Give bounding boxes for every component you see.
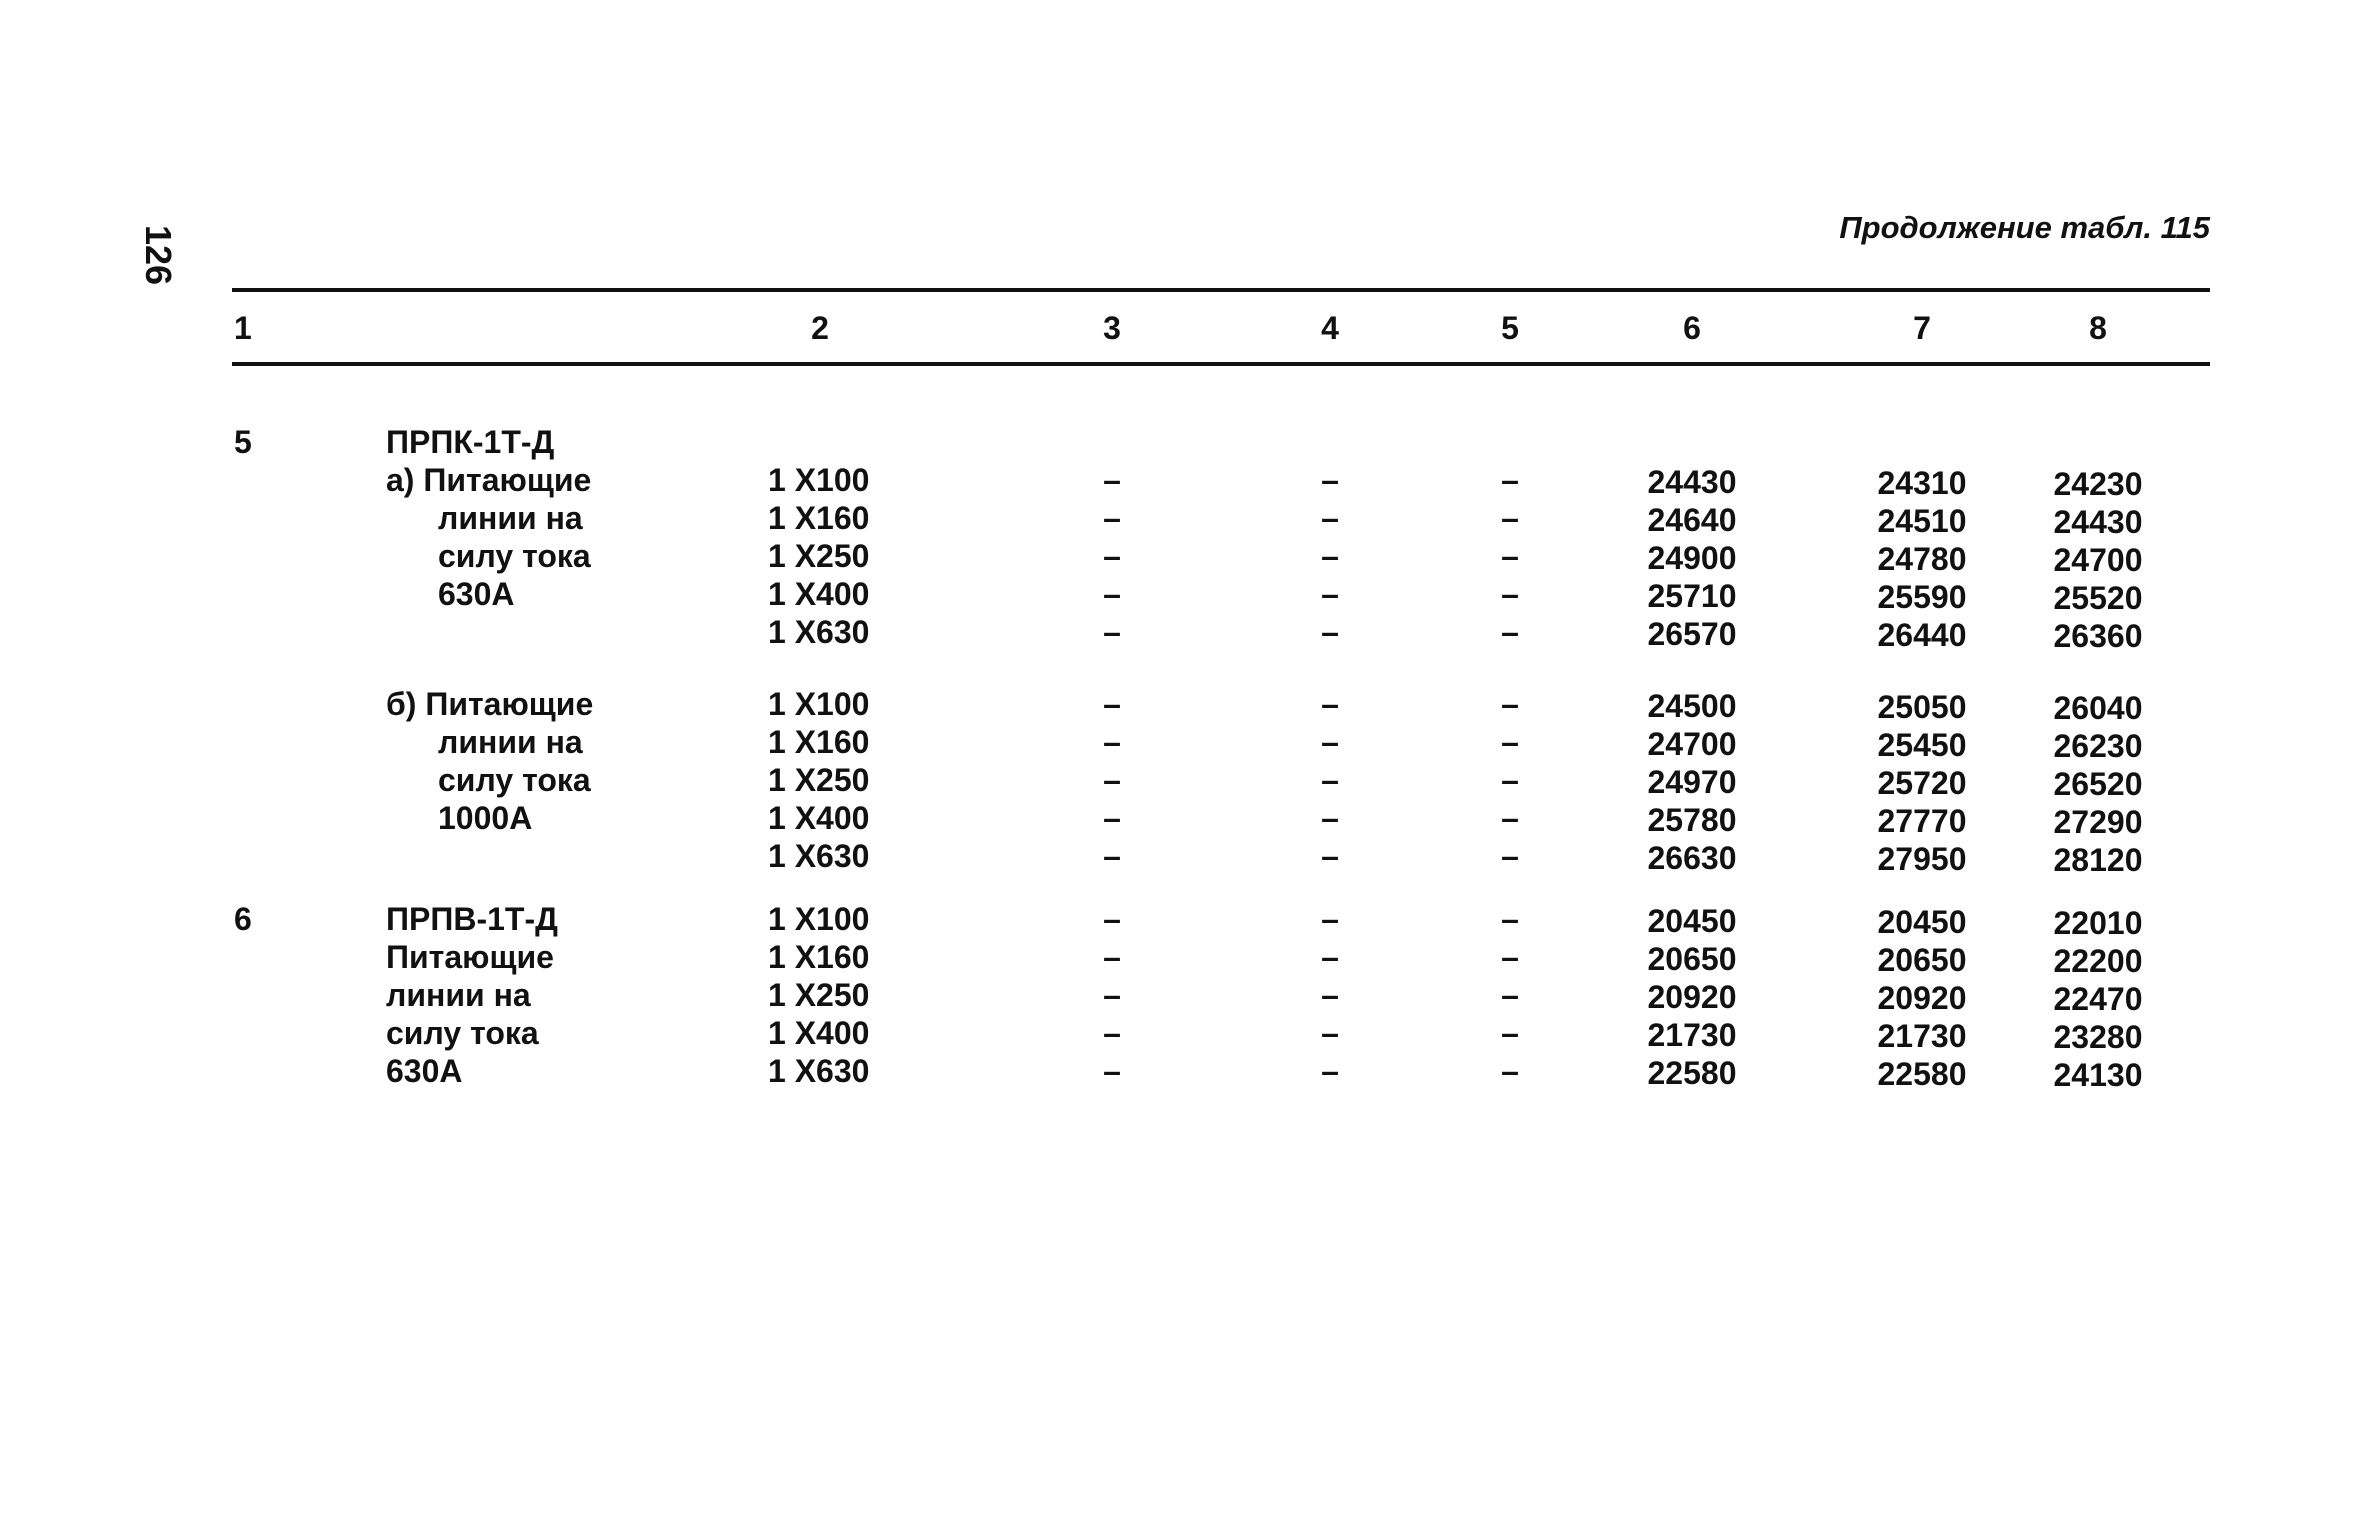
column-header-5: 5 [1501, 310, 1519, 346]
col6-value: 22580 [1647, 1055, 1737, 1091]
col3-value: – [1103, 762, 1121, 798]
column-header-6: 6 [1683, 310, 1701, 346]
col5-value: – [1501, 462, 1519, 498]
col5-value: – [1501, 686, 1519, 722]
col8-value: 22470 [2053, 981, 2143, 1017]
equipment-type: ПРПВ-1Т-Д [386, 901, 558, 937]
section-size: 1 Х400 [768, 1015, 870, 1051]
col8-value: 22010 [2053, 905, 2143, 941]
col8-value: 23280 [2053, 1019, 2143, 1055]
col7-value: 20920 [1877, 980, 1967, 1016]
col6-value: 25780 [1647, 802, 1737, 838]
col5-value: – [1501, 977, 1519, 1013]
col4-value: – [1321, 1053, 1339, 1089]
col3-value: – [1103, 724, 1121, 760]
col3-value: – [1103, 538, 1121, 574]
col6-value: 20650 [1647, 941, 1737, 977]
col3-value: – [1103, 939, 1121, 975]
col5-value: – [1501, 762, 1519, 798]
col3-value: – [1103, 686, 1121, 722]
col7-value: 27950 [1877, 841, 1967, 877]
col8-value: 27290 [2053, 804, 2143, 840]
col3-value: – [1103, 462, 1121, 498]
section-size: 1 Х100 [768, 462, 870, 498]
col8-value: 26360 [2053, 618, 2143, 654]
group-label-line: силу тока [438, 762, 591, 798]
col3-value: – [1103, 1053, 1121, 1089]
group-label-line: 630А [386, 1053, 463, 1089]
col4-value: – [1321, 724, 1339, 760]
col5-value: – [1501, 800, 1519, 836]
col4-value: – [1321, 576, 1339, 612]
col6-value: 24900 [1647, 540, 1737, 576]
col8-value: 24230 [2053, 466, 2143, 502]
section-size: 1 Х630 [768, 838, 870, 874]
col6-value: 21730 [1647, 1017, 1737, 1053]
section-size: 1 Х400 [768, 576, 870, 612]
group-label-line: 1000А [438, 800, 533, 836]
col3-value: – [1103, 977, 1121, 1013]
col8-value: 28120 [2053, 842, 2143, 878]
col4-value: – [1321, 800, 1339, 836]
group-label-line: б) Питающие [386, 686, 594, 722]
col7-value: 27770 [1877, 803, 1967, 839]
col7-value: 25720 [1877, 765, 1967, 801]
col8-value: 26230 [2053, 728, 2143, 764]
column-header-3: 3 [1103, 310, 1121, 346]
col3-value: – [1103, 800, 1121, 836]
section-size: 1 Х250 [768, 977, 870, 1013]
column-header-7: 7 [1913, 310, 1931, 346]
col5-value: – [1501, 724, 1519, 760]
col3-value: – [1103, 838, 1121, 874]
col4-value: – [1321, 538, 1339, 574]
col4-value: – [1321, 977, 1339, 1013]
col6-value: 24500 [1647, 688, 1737, 724]
col7-value: 26440 [1877, 617, 1967, 653]
col6-value: 20450 [1647, 903, 1737, 939]
col5-value: – [1501, 1015, 1519, 1051]
group-label-line: линии на [438, 500, 583, 536]
col8-value: 24700 [2053, 542, 2143, 578]
section-size: 1 Х160 [768, 724, 870, 760]
table-top-rule [232, 288, 2210, 292]
section-size: 1 Х250 [768, 538, 870, 574]
page-number: 126 [138, 224, 179, 286]
col3-value: – [1103, 576, 1121, 612]
col4-value: – [1321, 939, 1339, 975]
col8-value: 22200 [2053, 943, 2143, 979]
col7-value: 25590 [1877, 579, 1967, 615]
col8-value: 24430 [2053, 504, 2143, 540]
col5-value: – [1501, 901, 1519, 937]
section-size: 1 Х160 [768, 939, 870, 975]
section-size: 1 Х100 [768, 901, 870, 937]
group-label-line: а) Питающие [386, 462, 592, 498]
col6-value: 24640 [1647, 502, 1737, 538]
table-continuation-caption: Продолжение табл. 115 [1839, 210, 2210, 245]
col5-value: – [1501, 614, 1519, 650]
col6-value: 24430 [1647, 464, 1737, 500]
col4-value: – [1321, 686, 1339, 722]
col3-value: – [1103, 500, 1121, 536]
col8-value: 26040 [2053, 690, 2143, 726]
col4-value: – [1321, 838, 1339, 874]
col8-value: 24130 [2053, 1057, 2143, 1093]
section-size: 1 Х630 [768, 614, 870, 650]
column-header-8: 8 [2089, 310, 2107, 346]
column-header-1: 1 [234, 310, 252, 346]
col6-value: 20920 [1647, 979, 1737, 1015]
col7-value: 25050 [1877, 689, 1967, 725]
equipment-type: ПРПК-1Т-Д [386, 424, 555, 460]
group-label-line: силу тока [438, 538, 591, 574]
table-header-rule [232, 362, 2210, 366]
group-label-line: силу тока [386, 1015, 539, 1051]
group-label-line: 630А [438, 576, 515, 612]
col6-value: 26570 [1647, 616, 1737, 652]
col4-value: – [1321, 462, 1339, 498]
col7-value: 24780 [1877, 541, 1967, 577]
col7-value: 24310 [1877, 465, 1967, 501]
col7-value: 24510 [1877, 503, 1967, 539]
column-header-4: 4 [1321, 310, 1339, 346]
section-size: 1 Х250 [768, 762, 870, 798]
row-number: 6 [234, 901, 252, 937]
col8-value: 26520 [2053, 766, 2143, 802]
col7-value: 20450 [1877, 904, 1967, 940]
col6-value: 24970 [1647, 764, 1737, 800]
row-number: 5 [234, 424, 252, 460]
col5-value: – [1501, 500, 1519, 536]
col7-value: 25450 [1877, 727, 1967, 763]
col7-value: 22580 [1877, 1056, 1967, 1092]
col6-value: 24700 [1647, 726, 1737, 762]
col4-value: – [1321, 762, 1339, 798]
col3-value: – [1103, 1015, 1121, 1051]
col7-value: 20650 [1877, 942, 1967, 978]
col6-value: 25710 [1647, 578, 1737, 614]
section-size: 1 Х160 [768, 500, 870, 536]
col3-value: – [1103, 614, 1121, 650]
section-size: 1 Х400 [768, 800, 870, 836]
col4-value: – [1321, 1015, 1339, 1051]
col5-value: – [1501, 576, 1519, 612]
col8-value: 25520 [2053, 580, 2143, 616]
group-label-line: линии на [386, 977, 531, 1013]
col5-value: – [1501, 1053, 1519, 1089]
col4-value: – [1321, 500, 1339, 536]
group-label-line: Питающие [386, 939, 554, 975]
col5-value: – [1501, 538, 1519, 574]
section-size: 1 Х630 [768, 1053, 870, 1089]
col7-value: 21730 [1877, 1018, 1967, 1054]
col6-value: 26630 [1647, 840, 1737, 876]
col5-value: – [1501, 838, 1519, 874]
col4-value: – [1321, 614, 1339, 650]
col5-value: – [1501, 939, 1519, 975]
column-header-2: 2 [811, 310, 829, 346]
col3-value: – [1103, 901, 1121, 937]
col4-value: – [1321, 901, 1339, 937]
group-label-line: линии на [438, 724, 583, 760]
section-size: 1 Х100 [768, 686, 870, 722]
